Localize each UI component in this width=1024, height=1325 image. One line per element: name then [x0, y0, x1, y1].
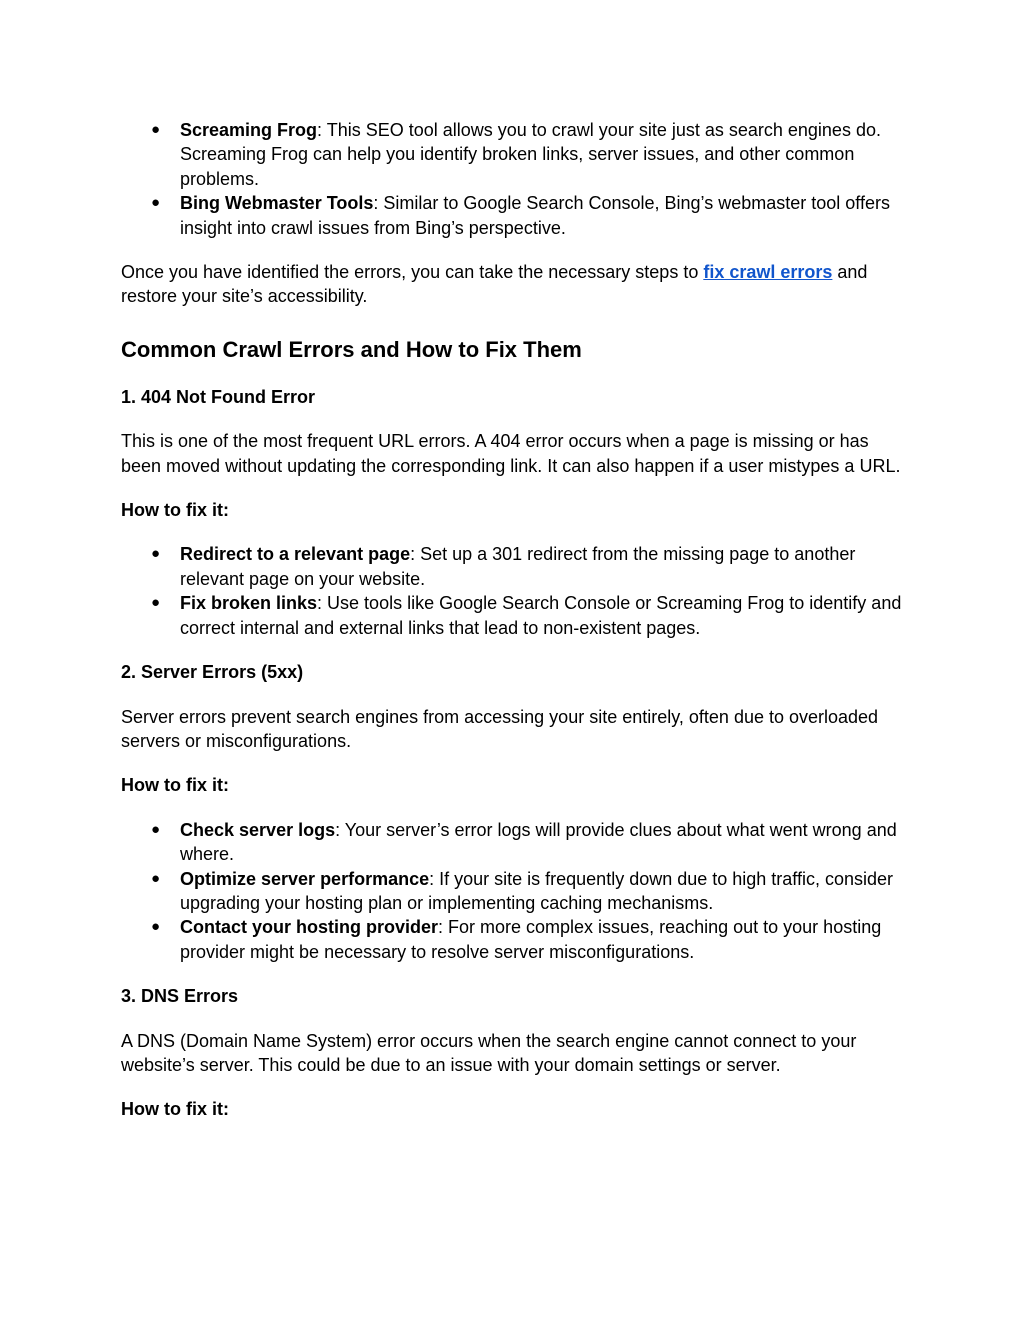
fix-list	[121, 818, 911, 964]
list-item-term: Fix broken links	[180, 593, 318, 614]
error-description: This is one of the most frequent URL errors. A 404 error occurs when a page is missing or has been moved without updating the corresponding link. It can also happen if a user mistypes a URL.	[121, 431, 901, 476]
fix-label: How to fix it:	[121, 1099, 229, 1120]
list-item-text: : Set up a 301 redirect from the missing page to another relevant page on your website.	[180, 544, 856, 589]
transition-paragraph	[121, 260, 911, 309]
transition-text-before: Once you have identified the errors, you can take the necessary steps to	[121, 262, 704, 283]
bullet-icon: ●	[151, 121, 161, 138]
list-item-term: Optimize server performance	[180, 868, 430, 889]
fix-label: How to fix it:	[121, 500, 229, 521]
error-heading-404: 1. 404 Not Found Error	[121, 386, 316, 407]
intro-tool-list	[121, 118, 911, 240]
list-item	[121, 818, 911, 867]
list-item-text: : Your server’s error logs will provide clues about what went wrong and where.	[180, 819, 897, 865]
list-item	[121, 867, 911, 916]
bullet-icon: ●	[151, 820, 161, 838]
fix-label: How to fix it:	[121, 775, 229, 796]
list-item-text: : Similar to Google Search Console, Bing’s webmaster tool offers insight into crawl issues from Bing’s perspective.	[180, 193, 890, 238]
list-item-text: : Use tools like Google Search Console or Screaming Frog to identify and correct internal and external links that lead to non-existent pages.	[180, 593, 902, 638]
document-page	[121, 118, 911, 1122]
transition-text-after: and restore your site’s accessibility.	[121, 262, 868, 307]
bullet-icon: ●	[151, 594, 161, 612]
list-item-term: Bing Webmaster Tools	[180, 193, 374, 214]
list-item-text: : This SEO tool allows you to crawl your site just as search engines do. Screaming Frog can help you identify broken links, server issues, and other common problems.	[180, 120, 881, 189]
bullet-icon: ●	[151, 918, 161, 936]
error-heading-5xx: 2. Server Errors (5xx)	[121, 662, 304, 683]
list-item	[121, 591, 911, 640]
error-description: A DNS (Domain Name System) error occurs when the search engine cannot connect to your website’s server. This could be due to an issue with your domain settings or server.	[121, 1030, 857, 1075]
bullet-icon: ●	[151, 545, 161, 563]
list-item-text: : If your site is frequently down due to high traffic, consider upgrading your hosting plan or implementing caching mechanisms.	[180, 868, 894, 913]
list-item	[121, 191, 911, 240]
bullet-icon: ●	[151, 869, 161, 887]
fix-crawl-errors-link[interactable]: fix crawl errors	[703, 262, 833, 283]
list-item-term: Contact your hosting provider	[180, 917, 439, 938]
error-heading-dns: 3. DNS Errors	[121, 986, 239, 1007]
fix-list	[121, 542, 911, 640]
list-item	[121, 915, 911, 964]
list-item-term: Check server logs	[180, 819, 336, 840]
list-item	[121, 118, 911, 191]
list-item-term: Redirect to a relevant page	[180, 544, 411, 565]
section-heading: Common Crawl Errors and How to Fix Them	[121, 336, 582, 362]
list-item-text: : For more complex issues, reaching out to your hosting provider might be necessary to resolve server misconfigurations.	[180, 917, 882, 962]
list-item-term: Screaming Frog	[180, 120, 318, 140]
error-description: Server errors prevent search engines from accessing your site entirely, often due to overloaded servers or misconfigurations.	[121, 706, 879, 751]
list-item	[121, 542, 911, 591]
bullet-icon: ●	[151, 194, 161, 212]
